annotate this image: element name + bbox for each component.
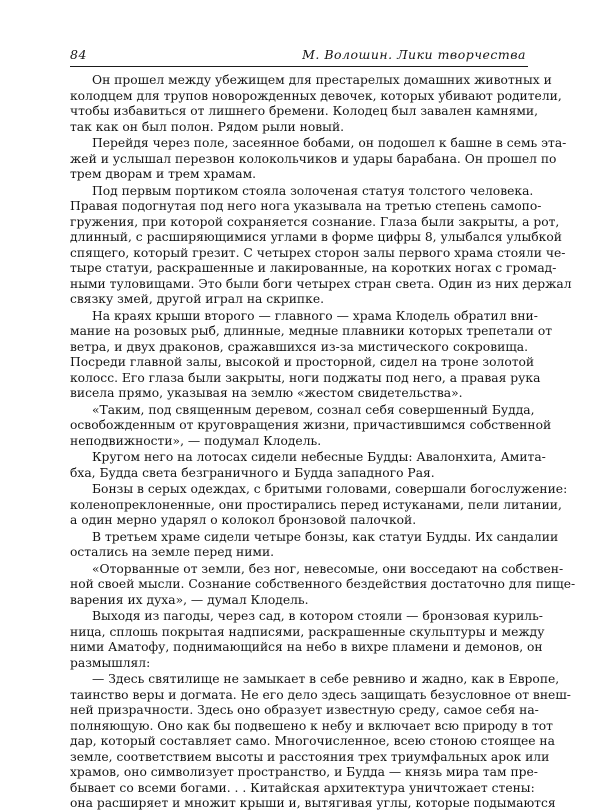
paragraph xyxy=(70,73,562,135)
text-line: она расширяет и множит крыши и, вытягивая углы, которые подымаются xyxy=(70,796,556,810)
text-line: варения их духа», — думал Клодель. xyxy=(70,592,309,607)
text-line: Перейдя через поле, засеянное бобами, он подошел к башне в семь эта- xyxy=(92,136,567,150)
body-text xyxy=(70,73,576,812)
paragraph xyxy=(70,450,546,481)
paragraph xyxy=(70,402,552,450)
text-line: ной своей мысли. Сознание собственного бездействия достаточно для пище- xyxy=(70,577,576,591)
text-line: — Здесь святилище не замыкает в себе ревниво и жадно, как в Европе, xyxy=(92,672,560,686)
text-line: Правая подогнутая под него нога указывала на третью степень самопо- xyxy=(70,199,542,213)
text-line: так как он был полон. Рядом рыли новый. xyxy=(70,119,345,134)
text-line: бывает со всеми богами. . . Китайская архитектура уничтожает стены: xyxy=(70,780,535,795)
text-line: неподвижности», — подумал Клодель. xyxy=(70,433,322,448)
paragraph xyxy=(70,183,572,308)
paragraph xyxy=(70,136,567,183)
text-line: гружения, при которой сохраняется сознание. Глаза были закрыты, а рот, xyxy=(70,214,560,229)
text-line: висела прямо, указывая на землю «жестом свидетельства». xyxy=(70,386,463,400)
paragraph xyxy=(70,482,568,529)
text-line: чтобы избавиться от лишнего бремени. Колодец был завален камнями, xyxy=(70,104,539,118)
text-line: коленопреклоненные, они простирались перед истуканами, пели литании, xyxy=(70,497,562,512)
text-line: колодцем для трупов новорожденных девочек, которых убивают родители, xyxy=(70,88,562,103)
text-line: жей и услышал перезвон колокольчиков и удары барабана. Он прошел по xyxy=(70,151,557,166)
text-line: освобожденным от круговращения жизни, причастившимся собственной xyxy=(70,418,552,432)
text-line: Кругом него на лотосах сидели небесные Будды: Авалонхита, Амита- xyxy=(92,450,546,464)
paragraph xyxy=(70,308,553,402)
running-title: М. Волошин. Лики творчества xyxy=(302,47,526,62)
paragraph xyxy=(70,672,571,812)
text-line: храмов, оно символизует пространство, и Будда — князь мира там пре- xyxy=(70,765,538,779)
text-line: Он прошел между убежищем для престарелых домашних животных и xyxy=(92,73,552,87)
paragraph xyxy=(70,529,559,561)
text-line: мание на розовых рыб, длинные, медные плавники которых трепетали от xyxy=(70,324,553,338)
text-line: связку змей, другой играл на скрипке. xyxy=(70,292,325,306)
paragraph xyxy=(70,609,545,671)
text-line: длинный, с расширяющимися углами в форме цифры 8, улыбался улыбкой xyxy=(70,230,562,244)
text-line: дар, который составляет само. Многочисленное, всею стоною стоящее на xyxy=(70,734,555,748)
text-line: трем дворам и трем храмам. xyxy=(70,167,257,181)
text-line: полняющую. Оно как бы подвешено к небу и включает всю природу в тот xyxy=(70,718,553,733)
paragraph xyxy=(70,561,576,609)
text-line: «Оторванные от земли, без ног, невесомые, они восседают на собствен- xyxy=(92,561,564,576)
text-line: В третьем храме сидели четыре бонзы, как статуи Будды. Их сандалии xyxy=(92,529,559,544)
text-line: земле, соответствием высоты и расстояния трех триумфальных арок или xyxy=(70,749,550,764)
header-rule xyxy=(70,66,528,67)
text-line: размышлял: xyxy=(70,655,151,670)
text-line: ными туловищами. Это были боги четырех стран света. Один из них держал xyxy=(70,276,572,291)
text-line: тыре статуи, раскрашенные и лакированные, на коротких ногах с громад- xyxy=(70,261,557,275)
text-line: Бонзы в серых одеждах, с бритыми головами, совершали богослужение: xyxy=(92,482,568,496)
text-line: остались на земле перед ними. xyxy=(70,545,275,559)
text-line: ветра, и двух драконов, сражавшихся из-за мистического сокровища. xyxy=(70,339,528,354)
text-line: «Таким, под священным деревом, сознал себя совершенный Будда, xyxy=(92,402,535,417)
text-line: бха, Будда света безграничного и Будда западного Рая. xyxy=(70,465,435,480)
text-line: а один мерно ударял о колокол бронзовой палочкой. xyxy=(70,513,417,527)
text-line: ница, сплошь покрытая надписями, раскрашенные скульптуры и между xyxy=(70,624,545,639)
text-line: таинство веры и догмата. Не его дело здесь защищать безусловное от внеш- xyxy=(70,687,571,702)
text-line: Посреди главной залы, высокой и просторной, сидел на троне золотой xyxy=(70,355,535,369)
text-line: колосс. Его глаза были закрыты, ноги поджаты под него, а правая рука xyxy=(70,370,541,385)
text-line: ней призрачности. Здесь оно образует известную среду, самое себя на- xyxy=(70,703,539,717)
text-line: Выходя из пагоды, через сад, в котором стояли — бронзовая куриль- xyxy=(92,609,543,623)
text-line: спящего, который грезит. С четырех сторон залы первого храма стояли че- xyxy=(70,245,566,260)
page-number: 84 xyxy=(70,47,87,62)
text-line: ними Аматофу, поднимающийся на небо в вихре пламени и демонов, он xyxy=(70,640,543,654)
text-line: На краях крыши второго — главного — храма Клодель обратил вни- xyxy=(92,308,538,323)
running-head xyxy=(70,46,528,64)
text-line: Под первым портиком стояла золоченая статуя толстого человека. xyxy=(92,183,534,198)
